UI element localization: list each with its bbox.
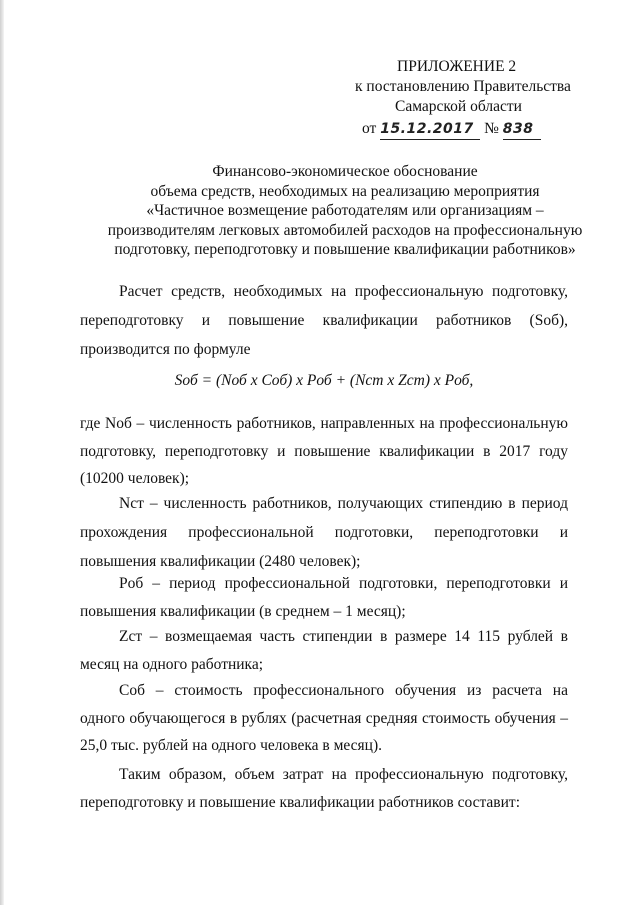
handwritten-number: 838 bbox=[503, 119, 541, 140]
title-line: Финансово-экономическое обоснование bbox=[212, 163, 478, 180]
appendix-decree-line: к постановлению Правительства bbox=[355, 78, 571, 95]
scan-edge bbox=[0, 0, 4, 905]
definition-nst: Nст – численность работников, получающих стипендию в период прохождения профессиональной подготовки, переподготовки и повышения квалификации (2480 человек); bbox=[80, 495, 568, 570]
number-label: № bbox=[484, 120, 499, 137]
formula: Sоб = (Nоб x Cоб) x Pоб + (Nст x Zст) x Pоб, bbox=[174, 372, 474, 389]
definition-zst: Zст – возмещаемая часть стипендии в размере 14 115 рублей в месяц на одного работника; bbox=[80, 628, 568, 673]
appendix-region-line: Самарской области bbox=[395, 98, 522, 115]
document-title bbox=[80, 162, 610, 260]
title-line: «Частичное возмещение работодателям или организациям – bbox=[146, 202, 544, 219]
definition-nob: где Nоб – численность работников, направленных на профессиональную подготовку, переподготовку и повышение квалификации в 2017 году (10200 человек); bbox=[80, 415, 568, 487]
definition-pob: Pоб – период профессиональной подготовки, переподготовки и повышения квалификации (в среднем – 1 месяц); bbox=[80, 575, 568, 620]
intro-paragraph: Расчет средств, необходимых на профессиональную подготовку, переподготовку и повышение квалификации работников (Sоб), производится по формуле bbox=[80, 283, 568, 358]
title-line: производителям легковых автомобилей расходов на профессиональную bbox=[107, 221, 583, 239]
handwritten-date: 15.12.2017 bbox=[380, 119, 480, 140]
conclusion-paragraph: Таким образом, объем затрат на профессиональную подготовку, переподготовку и повышение квалификации работников составит: bbox=[80, 766, 568, 811]
definition-cob: Cоб – стоимость профессионального обучения из расчета на одного обучающегося в рублях (расчетная средняя стоимость обучения – 25,0 тыс. рублей на одного человека в месяц). bbox=[80, 682, 568, 754]
from-label: от bbox=[362, 120, 377, 137]
appendix-header bbox=[355, 57, 615, 140]
appendix-date-number-line bbox=[355, 119, 615, 140]
title-line: объема средств, необходимых на реализацию мероприятия bbox=[150, 182, 540, 200]
title-line: подготовку, переподготовку и повышение квалификации работников» bbox=[114, 241, 576, 258]
appendix-title: ПРИЛОЖЕНИЕ 2 bbox=[397, 58, 517, 75]
